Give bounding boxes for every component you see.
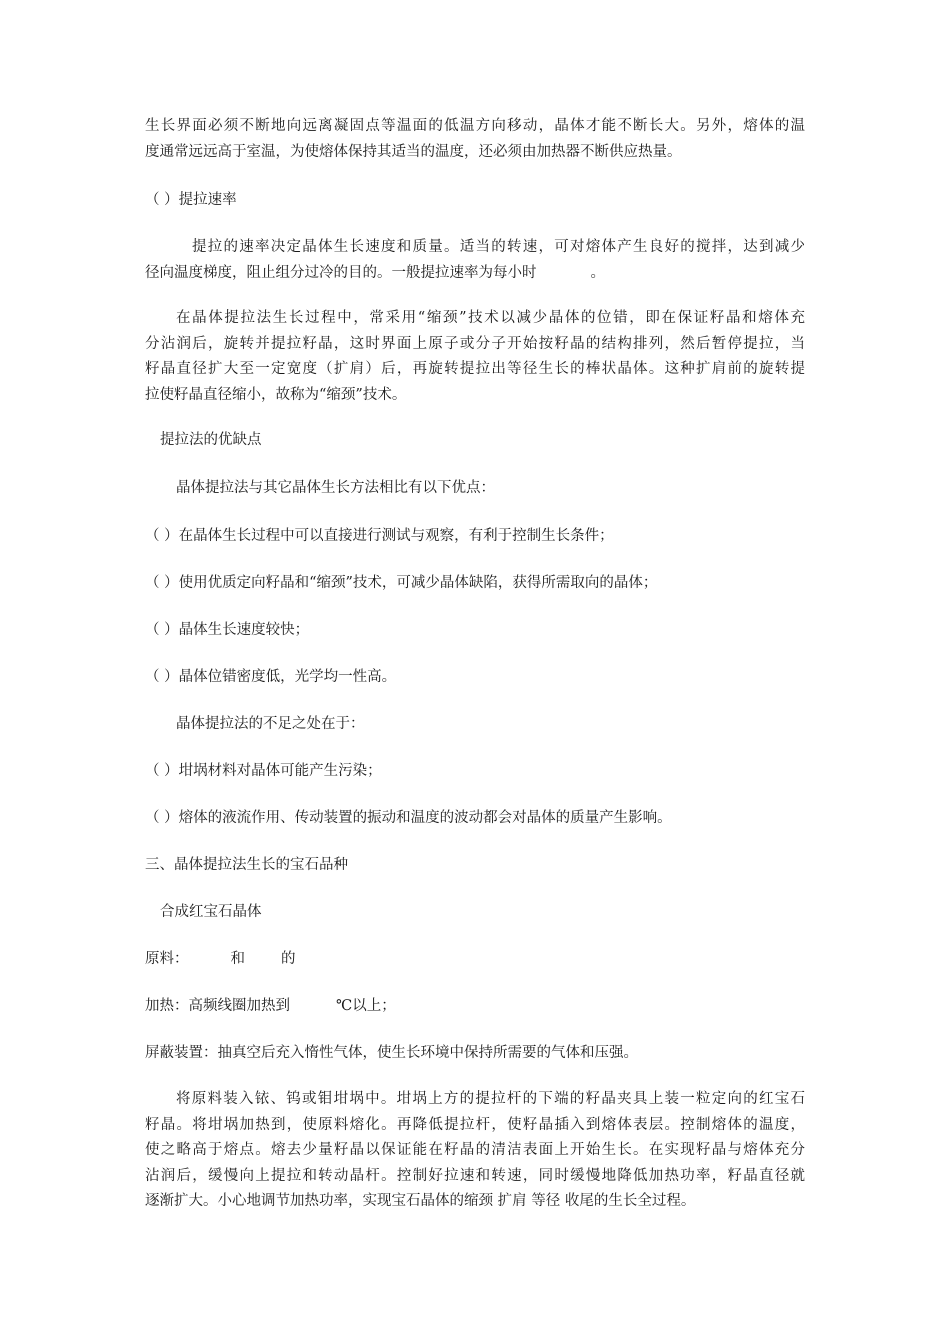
heading-pros-cons: 提拉法的优缺点 (160, 432, 262, 448)
paragraph-line-text: 径向温度梯度，阻止组分过冷的目的。一般提拉速率为每小时 (145, 264, 537, 281)
advantage-item: （ ）使用优质定向籽晶和“缩颈”技术，可减少晶体缺陷，获得所需取向的晶体； (145, 575, 658, 591)
paragraph-line: 使之略高于熔点。熔去少量籽晶以保证能在籽晶的清洁表面上开始生长。在实现籽晶与熔体充分 (145, 1142, 805, 1158)
paragraph-line-end: 。 (590, 264, 605, 281)
advantage-item: （ ）在晶体生长过程中可以直接进行测试与观察，有利于控制生长条件； (145, 528, 614, 544)
heading-synthetic-ruby: 合成红宝石晶体 (160, 904, 262, 920)
paragraph-line: 将原料装入铱、钨或钼坩埚中。坩埚上方的提拉杆的下端的籽晶夹具上装一粒定向的红宝石 (176, 1091, 805, 1107)
advantage-item: （ ）晶体生长速度较快； (145, 622, 310, 638)
paragraph-growth-interface (145, 114, 805, 165)
paragraph-line: 籽晶。将坩埚加热到，使原料熔化。再降低提拉杆，使籽晶插入到熔体表层。控制熔体的温度， (145, 1116, 805, 1133)
paragraph-line: 在晶体提拉法生长过程中，常采用“缩颈”技术以减少晶体的位错，即在保证籽晶和熔体充 (176, 310, 805, 326)
heating-text: 加热：高频线圈加热到 (145, 998, 290, 1014)
disadvantage-item: （ ）坩埚材料对晶体可能产生污染； (145, 763, 382, 779)
raw-material-line (145, 949, 296, 969)
paragraph-line: 籽晶直径扩大至一定宽度（扩肩）后，再旋转提拉出等径生长的棒状晶体。这种扩肩前的旋转提 (145, 361, 805, 377)
raw-material-of: 的 (281, 951, 296, 967)
paragraph-line: 度通常远远高于室温，为使熔体保持其适当的温度，还必须由加热器不断供应热量。 (145, 143, 682, 160)
heating-unit: ℃以上； (336, 998, 396, 1014)
heading-pull-rate: （ ）提拉速率 (145, 192, 237, 208)
section-heading: 三、晶体提拉法生长的宝石品种 (145, 857, 348, 873)
paragraph-necking (145, 306, 805, 408)
advantages-intro: 晶体提拉法与其它晶体生长方法相比有以下优点： (176, 480, 495, 496)
paragraph-line: 沾润后，缓慢向上提拉和转动晶杆。控制好拉速和转速，同时缓慢地降低加热功率，籽晶直径就 (145, 1167, 805, 1184)
paragraph-line: 分沾润后，旋转并提拉籽晶，这时界面上原子或分子开始按籽晶的结构排列，然后暂停提拉，当 (145, 335, 805, 352)
paragraph-line (145, 261, 805, 287)
shielding-line: 屏蔽装置：抽真空后充入惰性气体，使生长环境中保持所需要的气体和压强。 (145, 1045, 638, 1061)
disadvantages-intro: 晶体提拉法的不足之处在于： (176, 716, 365, 732)
advantage-item: （ ）晶体位错密度低，光学均一性高。 (145, 669, 397, 685)
paragraph-line: 拉使籽晶直径缩小，故称为“缩颈”技术。 (145, 386, 407, 403)
raw-material-label: 原料： (145, 951, 189, 967)
heating-line (145, 996, 396, 1016)
paragraph-growth-process (145, 1087, 805, 1215)
disadvantage-item: （ ）熔体的液流作用、传动装置的振动和温度的波动都会对晶体的质量产生影响。 (145, 810, 672, 826)
paragraph-line: 提拉的速率决定晶体生长速度和质量。适当的转速，可对熔体产生良好的搅拌，达到减少 (192, 239, 805, 255)
paragraph-line: 生长界面必须不断地向远离凝固点等温面的低温方向移动，晶体才能不断长大。另外，熔体的温 (145, 118, 805, 134)
raw-material-and: 和 (230, 951, 245, 967)
paragraph-line: 逐渐扩大。小心地调节加热功率，实现宝石晶体的缩颈 扩肩 等径 收尾的生长全过程。 (145, 1193, 696, 1209)
paragraph-pull-rate (145, 235, 805, 286)
